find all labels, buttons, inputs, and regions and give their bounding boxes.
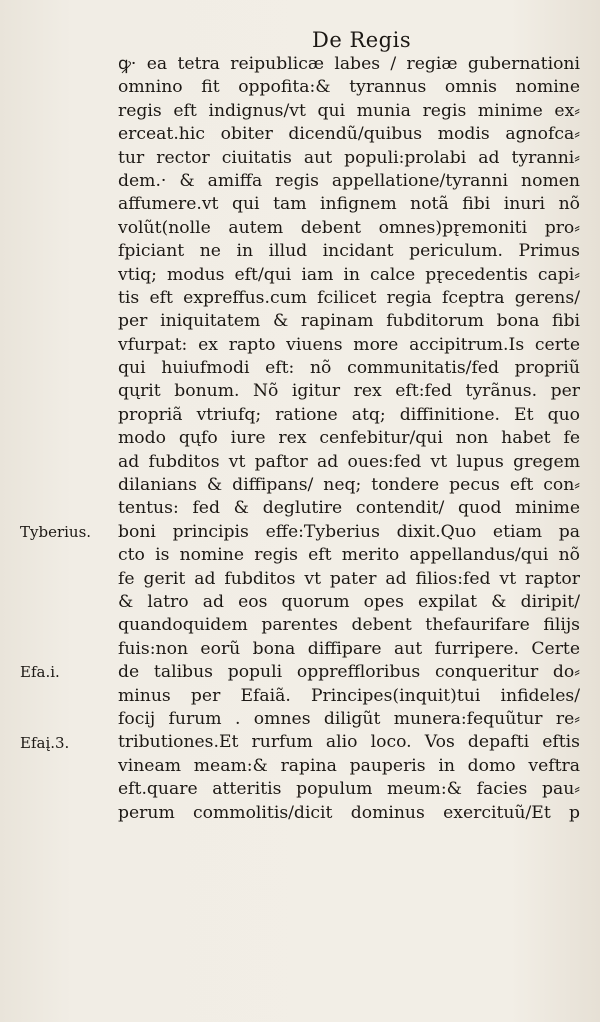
text-line: quandoquidem parentes debent thefaurifare filijs: [118, 615, 580, 636]
text-line: per iniquitatem & rapinam fubditorum bona fibi: [118, 311, 580, 332]
text-line: propriã vtriufq; ratione atq; diffinitione. Et quo: [118, 404, 580, 425]
text-line: fuis:non eorũ bona diffipare aut furripere. Certe: [118, 638, 580, 659]
text-line: minus per Efaiã. Principes(inquit)tui infideles/: [118, 685, 580, 706]
text-line: cto is nomine regis eft merito appellandus/qui nõ: [118, 545, 580, 566]
text-line: vineam meam:& rapina pauperis in domo veftra: [118, 755, 580, 776]
main-text-block: [118, 53, 580, 825]
text-line: vfurpat: ex rapto viuens more accipitrum.Is certe: [118, 334, 580, 355]
text-line: omnino fit oppofita:& tyrannus omnis nomine: [118, 77, 580, 98]
text-line: tur rector ciuitatis aut populi:prolabi ad tyranni⸗: [118, 147, 580, 168]
text-line: qųrit bonum. Nõ igitur rex eft:fed tyrãnus. per: [118, 381, 580, 402]
text-line: tis eft expreffus.cum fcilicet regia fceptra gerens/: [118, 287, 580, 308]
text-line: perum commolitis/dicit dominus exercituũ/Et p: [118, 802, 580, 823]
margin-note: Tyberius.: [20, 523, 92, 541]
margin-note: Efaį.3.: [20, 733, 70, 752]
text-line: boni principis effe:Tyberius dixit.Quo etiam pa: [118, 521, 580, 542]
text-line: modo qųfo iure rex cenfebitur/qui non habet fe: [118, 428, 580, 449]
text-line: qui huiufmodi eft: nõ communitatis/fed propriũ: [118, 358, 580, 379]
text-line: fpiciant ne in illud incidant periculum. Primus: [118, 241, 580, 262]
text-line: tributiones.Et rurfum alio loco. Vos depafti eftis: [118, 732, 580, 753]
text-line: dem.· & amiffa regis appellatione/tyranni nomen: [118, 170, 580, 191]
text-line: vtiq; modus eft/qui iam in calce pr̨ecedentis capi⸗: [118, 264, 580, 285]
text-line: volũt(nolle autem debent omnes)pr̨emoniti pro⸗: [118, 217, 580, 238]
text-line: affumere.vt qui tam infignem notã fibi inuri nõ: [118, 194, 580, 215]
text-line: fe gerit ad fubditos vt pater ad filios:fed vt raptor: [118, 568, 580, 589]
text-line: focij furum . omnes diligũt munera:fequũtur re⸗: [118, 708, 580, 729]
text-line: ꝙ· ea tetra reipublicæ labes / regiæ gubernationi: [118, 54, 580, 74]
text-line: regis eft indignus/vt qui munia regis minime ex⸗: [118, 100, 580, 121]
text-line: de talibus populi oppreffloribus conqueritur do⸗: [118, 662, 580, 683]
text-line: ad fubditos vt paftor ad oues:fed vt lupus gregem: [118, 451, 580, 472]
text-line: dilanians & diffipans/ neq; tondere pecus eft con⸗: [118, 475, 580, 496]
text-line: eft.quare atteritis populum meum:& facies pau⸗: [118, 779, 580, 800]
text-line: erceat.hic obiter dicendũ/quibus modis agnofca⸗: [118, 124, 580, 145]
margin-note: Efa.i.: [20, 663, 60, 682]
running-head: De Regis: [312, 28, 412, 52]
text-line: & latro ad eos quorum opes expilat & diripit/: [118, 591, 580, 612]
text-line: tentus: fed & deglutire contendit/ quod minime: [118, 498, 580, 519]
